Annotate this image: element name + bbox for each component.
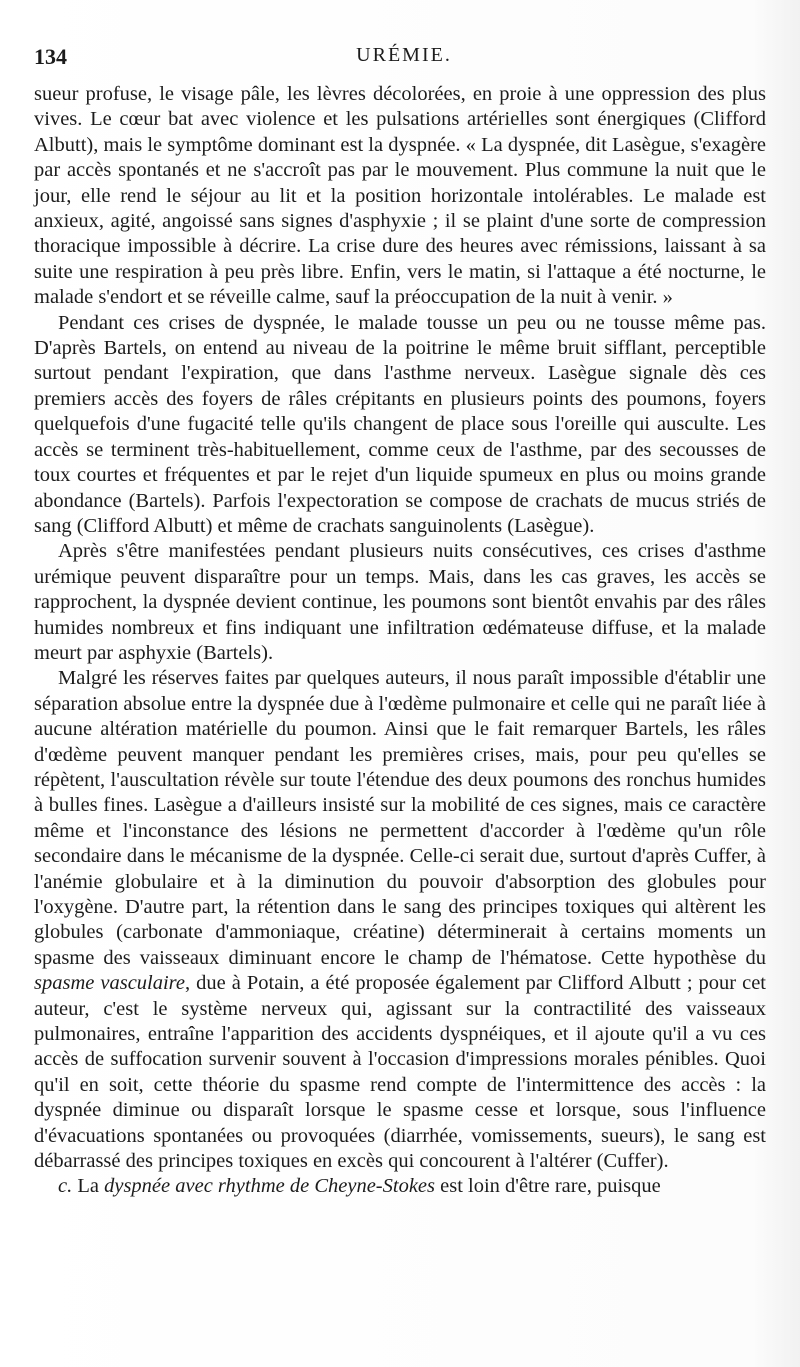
- paragraph-5: [34, 1174, 766, 1199]
- text-segment: Malgré les réserves faites par quelques auteurs, il nous paraît impossible d'établir une séparation absolue entre la dyspnée due à l'œdème pulmonaire et celle qui ne paraît liée à aucune altération matérielle du poumon. Ainsi que le fait remarquer Bartels, les râles d'œdème peuvent manquer pendant les premières crises, mais, pour peu qu'elles se répètent, l'auscultation révèle sur toute l'étendue des deux poumons des ronchus humides à bulles fines. Lasègue a d'ailleurs insisté sur la mobilité de ces signes, mais ce caractère même et l'inconstance des lésions ne permettent d'accorder à l'œdème qu'un rôle secondaire dans le mécanisme de la dyspnée. Celle-ci serait due, surtout d'après Cuffer, à l'anémie globulaire et à la diminution du pouvoir d'absorption des globules pour l'oxygène. D'autre part, la rétention dans le sang des principes toxiques qui altèrent les globules (carbonate d'ammoniaque, créatine) déterminerait à certains moments un spasme des vaisseaux diminuant encore le champ de l'hématose. Cette hypothèse du: [34, 667, 766, 969]
- italic-term: dyspnée avec rhythme de Cheyne-Stokes: [104, 1175, 436, 1198]
- text-segment: est loin d'être rare, puisque: [435, 1175, 661, 1198]
- text-segment: La: [77, 1175, 105, 1198]
- text-segment: Pendant ces crises de dyspnée, le malade tousse un peu ou ne tousse même pas. D'après Bartels, on entend au niveau de la poitrine le même bruit sifflant, perceptible surtout pendant l'expiration, que dans l'asthme nerveux. Lasègue signale dès ces premiers accès des foyers de râles crépitants en plusieurs points des poumons, foyers quelquefois d'une fugacité telle qu'ils changent de place sous l'oreille qui ausculte. Les accès se terminent très-habituellement, comme ceux de l'asthme, par des secousses de toux courtes et fréquentes et par le rejet d'un liquide spumeux en plus ou moins grande abondance (Bartels). Parfois l'expectoration se compose de crachats de mucus striés de sang (Clifford Albutt) et même de crachats sanguinolents (Lasègue).: [34, 311, 766, 537]
- body-text: [34, 82, 766, 1200]
- text-segment: sueur profuse, le visage pâle, les lèvres décolorées, en proie à une oppression des plus vives. Le cœur bat avec violence et les pulsations artérielles sont énergiques (Clifford Albutt), mais le symptôme dominant est la dyspnée. « La dyspnée, dit Lasègue, s'exagère par accès spontanés et ne s'accroît pas par le mouvement. Plus commune la nuit que le jour, elle rend le séjour au lit et la position horizontale intolérables. Le malade est anxieux, agité, angoissé sans signes d'asphyxie ; il se plaint d'une sorte de compression thoracique impossible à décrire. La crise dure des heures avec rémissions, laissant à sa suite une respiration à peu près libre. Enfin, vers le matin, si l'attaque a été nocturne, le malade s'endort et se réveille calme, sauf la préoccupation de la nuit à venir. »: [34, 83, 766, 309]
- paragraph-1: [34, 82, 766, 311]
- text-segment: , due à Potain, a été proposée également par Clifford Albutt ; pour cet auteur, c'est le système nerveux qui, agissant sur la contractilité des vaisseaux pulmonaires, entraîne l'apparition des accidents dyspnéiques, et il ajoute qu'il a vu ces accès de suffocation survenir souvent à l'occasion d'impressions morales pénibles. Quoi qu'il en soit, cette théorie du spasme rend compte de l'intermittence des accès : la dyspnée diminue ou disparaît lorsque le spasme cesse et lorsque, sous l'influence d'évacuations spontanées ou provoquées (diarrhée, vomissements, sueurs), le sang est débarrassé des principes toxiques en excès qui concourent à l'altérer (Cuffer).: [34, 972, 767, 1173]
- text-segment: Après s'être manifestées pendant plusieurs nuits consécutives, ces crises d'asthme urémique peuvent disparaître pour un temps. Mais, dans les cas graves, les accès se rapprochent, la dyspnée devient continue, les poumons sont bientôt envahis par des râles humides nombreux et fins indiquant une infiltration œdémateuse diffuse, et la malade meurt par asphyxie (Bartels).: [34, 540, 766, 664]
- page-header: [34, 44, 774, 74]
- italic-term: spasme vasculaire: [34, 972, 186, 995]
- paragraph-4: [34, 666, 766, 1174]
- paragraph-3: [34, 539, 766, 666]
- paragraph-2: [34, 311, 766, 540]
- running-head: URÉMIE.: [356, 44, 452, 66]
- section-letter: c.: [58, 1175, 78, 1198]
- page-number: 134: [34, 44, 67, 69]
